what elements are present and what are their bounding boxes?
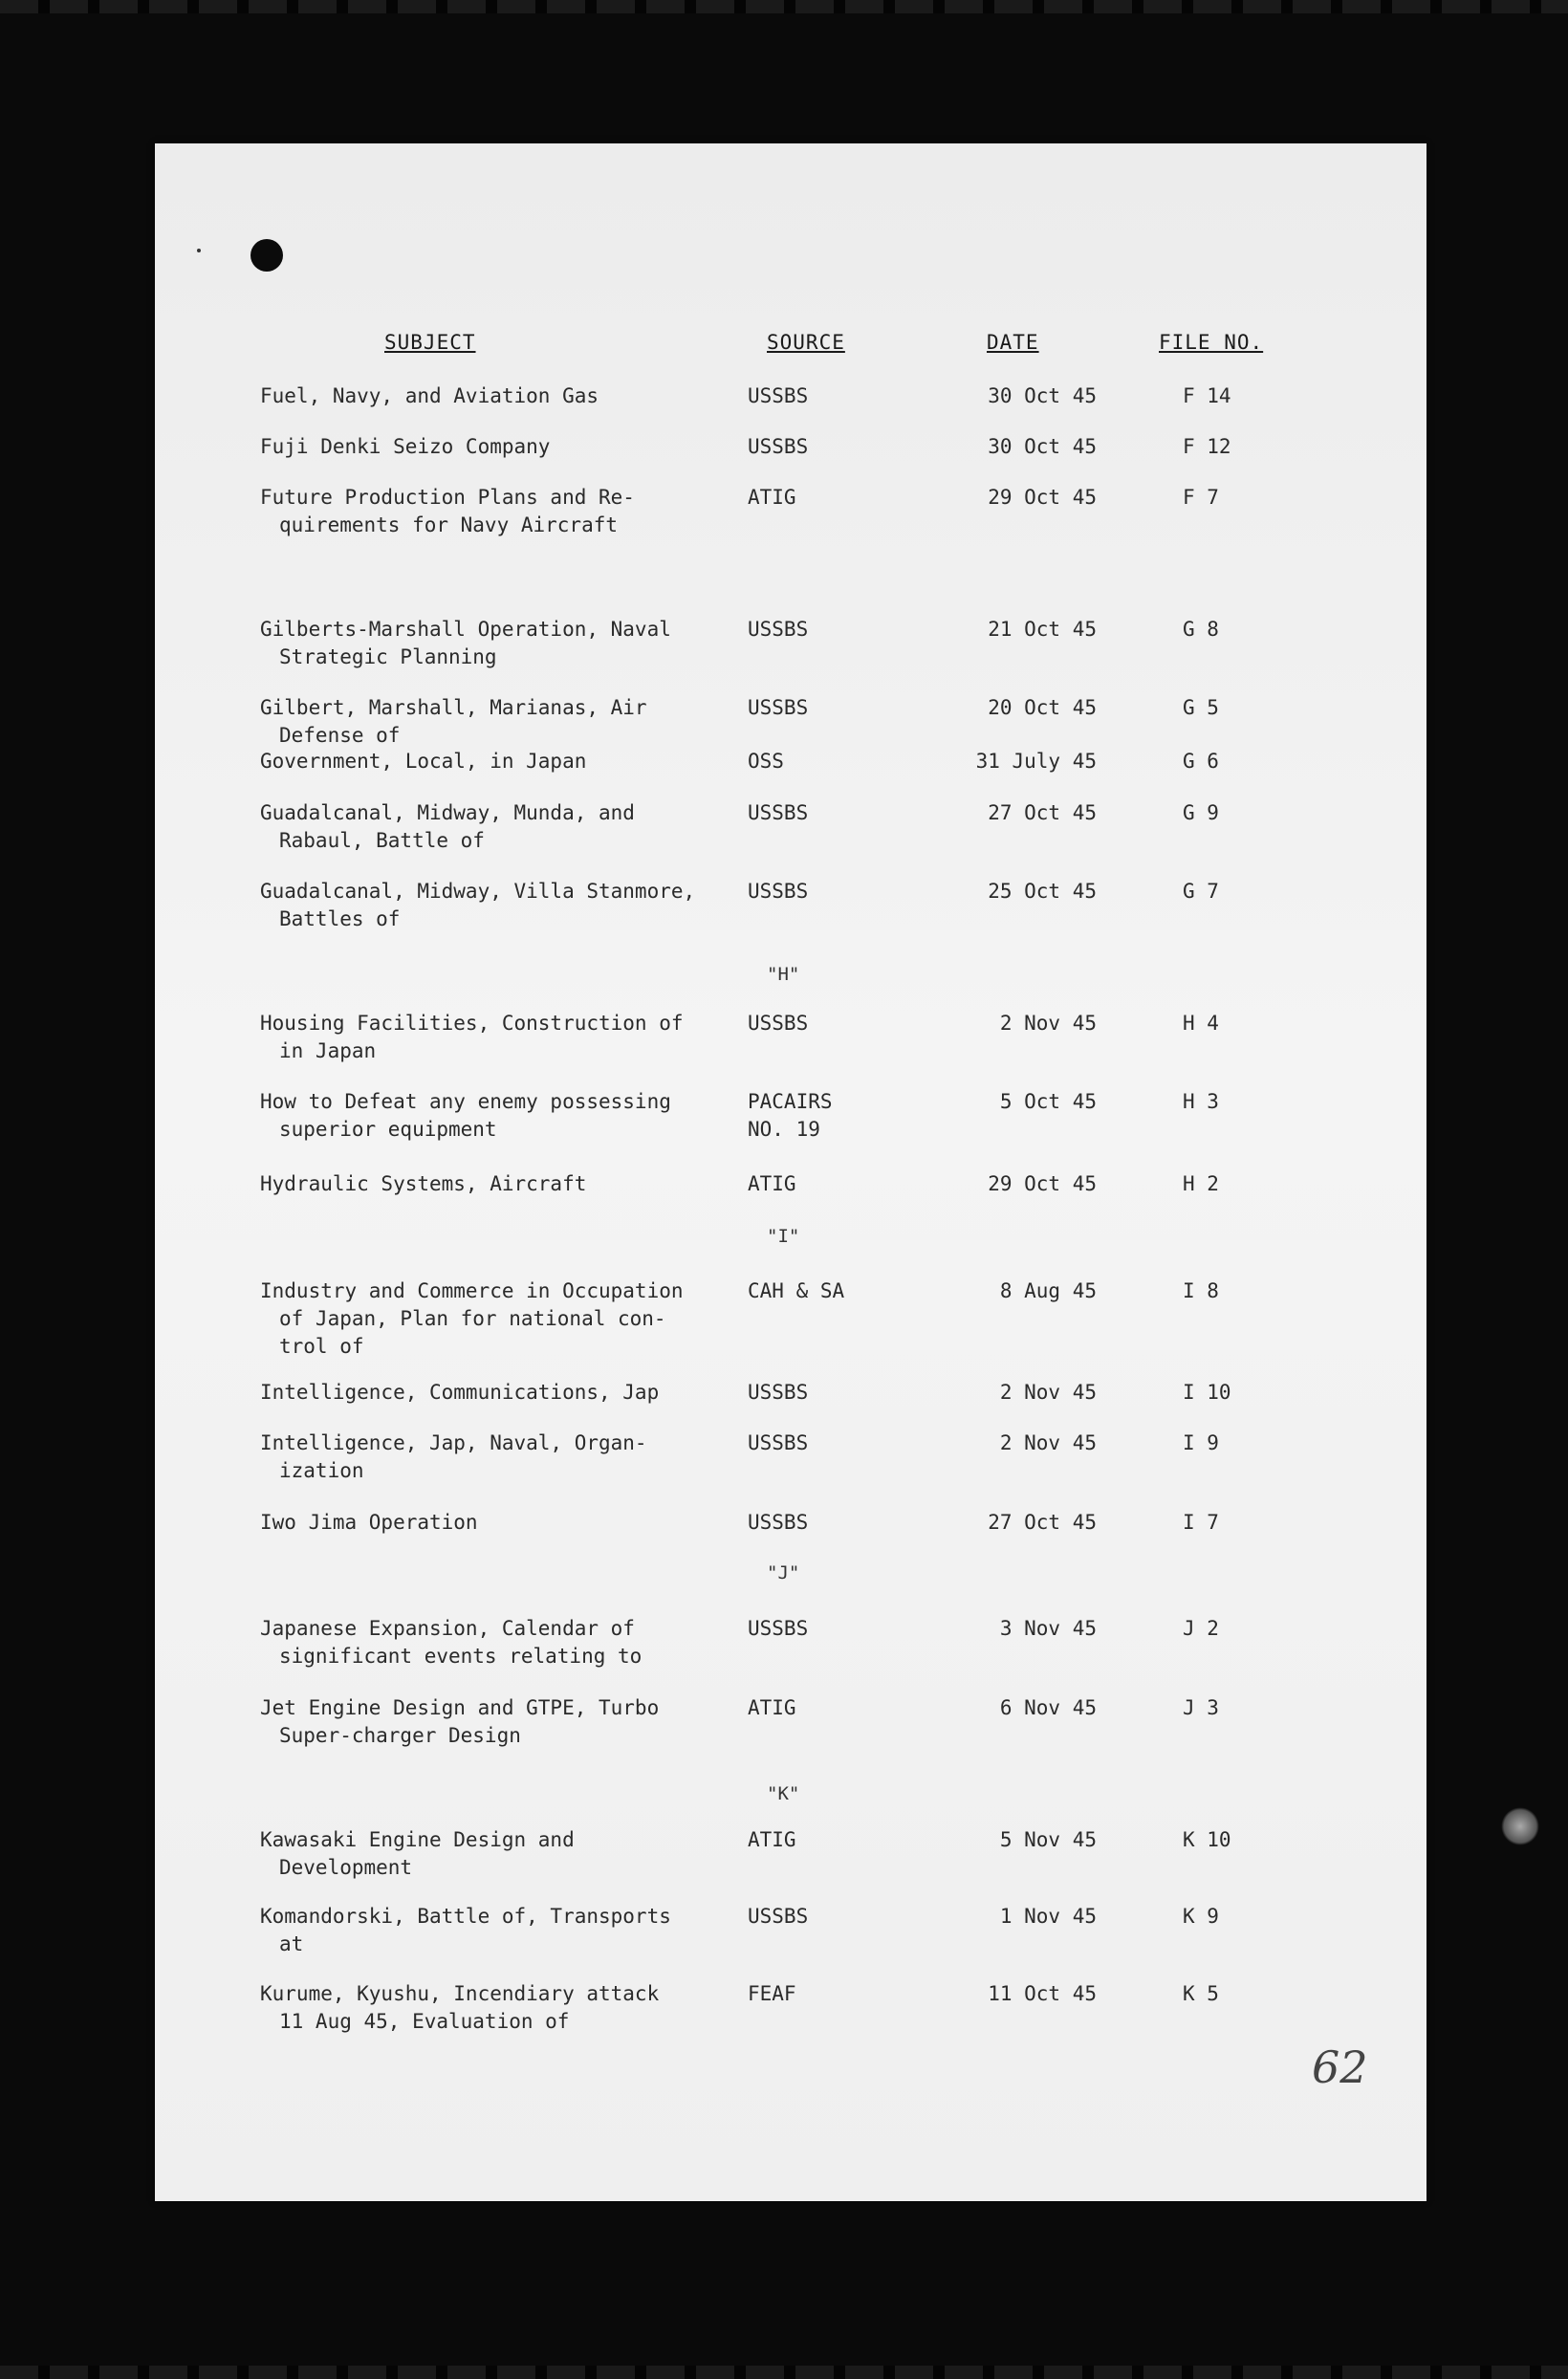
entry-date: 29 Oct 45 xyxy=(988,486,1097,509)
entry-subject-line: 11 Aug 45, Evaluation of xyxy=(279,2010,570,2033)
entry-date: 20 Oct 45 xyxy=(988,696,1097,719)
entry-subject-line: Rabaul, Battle of xyxy=(279,829,485,852)
entry-subject-line: Jet Engine Design and GTPE, Turbo xyxy=(260,1696,660,1719)
entry-subject-line: Japanese Expansion, Calendar of xyxy=(260,1617,635,1640)
entry-date: 21 Oct 45 xyxy=(988,618,1097,641)
entry-file-no: H 2 xyxy=(1183,1172,1219,1195)
header-file-no: FILE NO. xyxy=(1159,331,1264,354)
document-page xyxy=(155,143,1426,2201)
entry-source: USSBS xyxy=(748,384,809,407)
entry-subject-line: Iwo Jima Operation xyxy=(260,1511,478,1534)
entry-file-no: G 6 xyxy=(1183,750,1219,773)
entry-file-no: I 9 xyxy=(1183,1431,1219,1454)
entry-date: 11 Oct 45 xyxy=(988,1982,1097,2005)
entry-source: ATIG xyxy=(748,486,796,509)
entry-date: 31 July 45 xyxy=(975,750,1097,773)
entry-source: USSBS xyxy=(748,618,809,641)
entry-date: 25 Oct 45 xyxy=(988,880,1097,903)
entry-file-no: J 2 xyxy=(1183,1617,1219,1640)
entry-subject xyxy=(260,694,647,750)
entry-source: USSBS xyxy=(748,1617,809,1640)
entry-date: 3 Nov 45 xyxy=(999,1617,1097,1640)
entry-source: OSS xyxy=(748,750,784,773)
entry-date: 2 Nov 45 xyxy=(999,1012,1097,1035)
entry-subject xyxy=(260,799,635,855)
entry-file-no: H 4 xyxy=(1183,1012,1219,1035)
section-letter-marker: "I" xyxy=(767,1226,800,1247)
entry-subject xyxy=(260,1430,647,1485)
entry-subject xyxy=(260,1826,575,1882)
entry-subject-line: superior equipment xyxy=(279,1118,497,1141)
entry-source: PACAIRS NO. 19 xyxy=(748,1090,833,1141)
entry-file-no: F 12 xyxy=(1183,435,1231,458)
entry-source: CAH & SA xyxy=(748,1279,845,1302)
entry-subject-line: Kurume, Kyushu, Incendiary attack xyxy=(260,1982,660,2005)
film-edge-bottom xyxy=(0,2366,1568,2379)
entry-file-no: G 8 xyxy=(1183,618,1219,641)
entry-subject-line: in Japan xyxy=(279,1039,377,1062)
entry-subject xyxy=(260,1010,684,1065)
entry-file-no: I 8 xyxy=(1183,1279,1219,1302)
entry-subject-line: significant events relating to xyxy=(279,1645,642,1668)
entry-subject xyxy=(260,433,550,461)
entry-file-no: K 5 xyxy=(1183,1982,1219,2005)
ink-speck xyxy=(197,249,201,252)
entry-subject-line: Super-charger Design xyxy=(279,1724,521,1747)
entry-file-no: F 7 xyxy=(1183,486,1219,509)
entry-source: FEAF xyxy=(748,1982,796,2005)
entry-subject-line: Fuel, Navy, and Aviation Gas xyxy=(260,384,599,407)
entry-subject xyxy=(260,1615,642,1670)
section-letter-marker: "J" xyxy=(767,1562,800,1583)
entry-file-no: I 10 xyxy=(1183,1381,1231,1404)
entry-subject xyxy=(260,1379,659,1407)
entry-source: ATIG xyxy=(748,1828,796,1851)
entry-subject-line: at xyxy=(279,1932,304,1955)
entry-subject xyxy=(260,1903,671,1958)
entry-source: USSBS xyxy=(748,880,809,903)
entry-date: 6 Nov 45 xyxy=(999,1696,1097,1719)
entry-subject-line: Gilberts-Marshall Operation, Naval xyxy=(260,618,671,641)
entry-subject-line: Housing Facilities, Construction of xyxy=(260,1012,684,1035)
entry-subject-line: Gilbert, Marshall, Marianas, Air xyxy=(260,696,647,719)
entry-source: USSBS xyxy=(748,1431,809,1454)
entry-source: USSBS xyxy=(748,435,809,458)
entry-date: 27 Oct 45 xyxy=(988,1511,1097,1534)
entry-file-no: G 7 xyxy=(1183,880,1219,903)
page-number: 62 xyxy=(1312,2041,1368,2093)
entry-subject-line: of Japan, Plan for national con- xyxy=(279,1307,666,1330)
entry-file-no: K 10 xyxy=(1183,1828,1231,1851)
entry-subject-line: Government, Local, in Japan xyxy=(260,750,587,773)
entry-subject-line: Fuji Denki Seizo Company xyxy=(260,435,551,458)
header-subject: SUBJECT xyxy=(384,331,476,354)
entry-subject xyxy=(260,1509,478,1537)
entry-subject-line: trol of xyxy=(279,1335,364,1358)
entry-subject-line: Hydraulic Systems, Aircraft xyxy=(260,1172,587,1195)
entry-date: 27 Oct 45 xyxy=(988,801,1097,824)
entry-subject-line: Komandorski, Battle of, Transports xyxy=(260,1905,671,1928)
entry-source: USSBS xyxy=(748,1012,809,1035)
entry-source: USSBS xyxy=(748,1905,809,1928)
entry-subject-line: Development xyxy=(279,1856,413,1879)
entry-file-no: K 9 xyxy=(1183,1905,1219,1928)
entry-date: 2 Nov 45 xyxy=(999,1431,1097,1454)
entry-date: 30 Oct 45 xyxy=(988,384,1097,407)
entry-file-no: F 14 xyxy=(1183,384,1231,407)
entry-subject xyxy=(260,1980,659,2036)
entry-subject xyxy=(260,616,671,671)
entry-subject-line: quirements for Navy Aircraft xyxy=(279,513,619,536)
entry-file-no: G 9 xyxy=(1183,801,1219,824)
entry-subject-line: Battles of xyxy=(279,907,401,930)
entry-source: ATIG xyxy=(748,1696,796,1719)
header-source: SOURCE xyxy=(767,331,845,354)
entry-subject xyxy=(260,1694,659,1750)
punch-hole xyxy=(250,239,283,272)
entry-subject-line: Guadalcanal, Midway, Villa Stanmore, xyxy=(260,880,696,903)
entry-subject-line: Defense of xyxy=(279,724,401,747)
entry-source: ATIG xyxy=(748,1172,796,1195)
section-letter-marker: "K" xyxy=(767,1783,800,1804)
film-edge-top xyxy=(0,0,1568,13)
entry-subject-line: Intelligence, Communications, Jap xyxy=(260,1381,660,1404)
entry-subject-line: Future Production Plans and Re- xyxy=(260,486,635,509)
entry-file-no: J 3 xyxy=(1183,1696,1219,1719)
entry-subject-line: How to Defeat any enemy possessing xyxy=(260,1090,671,1113)
entry-date: 29 Oct 45 xyxy=(988,1172,1097,1195)
entry-file-no: H 3 xyxy=(1183,1090,1219,1113)
entry-date: 8 Aug 45 xyxy=(999,1279,1097,1302)
film-smudge xyxy=(1501,1807,1539,1845)
entry-source: USSBS xyxy=(748,1381,809,1404)
entry-subject-line: Kawasaki Engine Design and xyxy=(260,1828,575,1851)
entry-subject-line: Strategic Planning xyxy=(279,645,497,668)
entry-date: 5 Nov 45 xyxy=(999,1828,1097,1851)
entry-subject xyxy=(260,748,586,775)
entry-source: USSBS xyxy=(748,801,809,824)
section-letter-marker: "H" xyxy=(767,964,800,985)
entry-file-no: I 7 xyxy=(1183,1511,1219,1534)
entry-source: USSBS xyxy=(748,1511,809,1534)
header-date: DATE xyxy=(987,331,1039,354)
entry-subject xyxy=(260,382,599,410)
entry-subject xyxy=(260,1088,671,1144)
entry-subject-line: Guadalcanal, Midway, Munda, and xyxy=(260,801,635,824)
entry-date: 1 Nov 45 xyxy=(999,1905,1097,1928)
entry-date: 5 Oct 45 xyxy=(999,1090,1097,1113)
entry-date: 2 Nov 45 xyxy=(999,1381,1097,1404)
entry-source: USSBS xyxy=(748,696,809,719)
entry-subject-line: Industry and Commerce in Occupation xyxy=(260,1279,684,1302)
entry-file-no: G 5 xyxy=(1183,696,1219,719)
entry-subject-line: Intelligence, Jap, Naval, Organ- xyxy=(260,1431,647,1454)
entry-subject xyxy=(260,878,695,933)
entry-subject xyxy=(260,1170,586,1198)
entry-date: 30 Oct 45 xyxy=(988,435,1097,458)
entry-subject xyxy=(260,1277,684,1361)
entry-subject xyxy=(260,484,635,539)
entry-subject-line: ization xyxy=(279,1459,364,1482)
